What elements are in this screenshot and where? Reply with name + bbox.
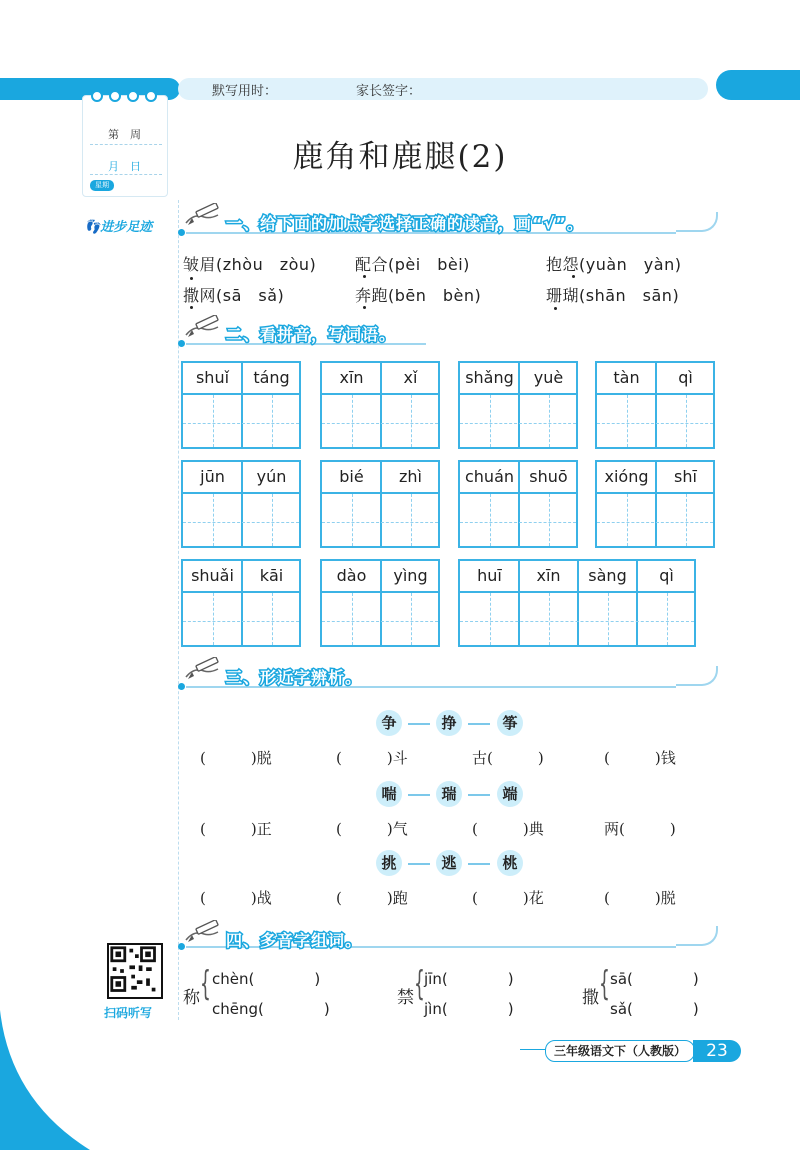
grid-divider	[322, 393, 438, 395]
similar-char: 争	[376, 710, 402, 736]
pencil-icon	[184, 657, 220, 683]
grid-divider	[518, 462, 520, 546]
pinyin-writing-grid[interactable]	[181, 559, 301, 647]
grid-guide	[490, 494, 491, 546]
grid-guide	[597, 522, 713, 523]
grid-guide	[352, 395, 353, 447]
grid-divider	[380, 462, 382, 546]
fill-blank[interactable]: ( )典	[472, 820, 544, 838]
fill-blank[interactable]: 两( )	[604, 820, 676, 838]
weekday-badge: 星期	[90, 180, 114, 191]
pinyin-label: xīn	[536, 566, 561, 585]
grid-guide	[460, 522, 576, 523]
grid-guide	[272, 395, 273, 447]
pinyin-writing-grid[interactable]	[458, 559, 696, 647]
pinyin-label: xīn	[339, 368, 364, 387]
pinyin-label: shǎng	[465, 368, 514, 387]
emphasis-dot	[190, 306, 193, 309]
grid-divider	[597, 393, 713, 395]
grid-divider	[655, 363, 657, 447]
connector-dash	[408, 723, 430, 725]
grid-guide	[460, 621, 694, 622]
grid-guide	[549, 494, 550, 546]
similar-char: 端	[497, 781, 523, 807]
grid-divider	[241, 363, 243, 447]
bullet-dot	[178, 340, 185, 347]
grid-divider	[322, 492, 438, 494]
pinyin-label: chuán	[464, 467, 515, 486]
section3-heading: 三、形近字辨析。	[226, 668, 363, 687]
section-underline-curve	[676, 666, 718, 686]
grid-guide	[213, 395, 214, 447]
grid-divider	[518, 363, 520, 447]
similar-char: 挑	[376, 850, 402, 876]
pronunciation-item: 配合(pèi bèi)	[355, 255, 470, 274]
grid-guide	[667, 593, 668, 645]
similar-char: 逃	[436, 850, 462, 876]
grid-guide	[627, 395, 628, 447]
qr-code-icon[interactable]	[107, 943, 163, 999]
pinyin-writing-grid[interactable]	[458, 460, 578, 548]
grid-guide	[322, 621, 438, 622]
pinyin-label: yuè	[533, 368, 564, 387]
footprint-icon: 👣	[84, 220, 101, 235]
grid-divider	[183, 492, 299, 494]
grid-divider	[322, 591, 438, 593]
grid-divider	[241, 462, 243, 546]
pinyin-writing-grid[interactable]	[458, 361, 578, 449]
fill-blank[interactable]: ( )正	[200, 820, 272, 838]
grid-guide	[352, 494, 353, 546]
bullet-dot	[178, 683, 185, 690]
slogan: 👣进步足迹	[84, 220, 153, 235]
similar-char: 筝	[497, 710, 523, 736]
fill-blank[interactable]: 古( )	[472, 749, 544, 767]
grid-guide	[411, 494, 412, 546]
polyphone-reading: chèn( )	[212, 970, 321, 988]
grid-divider	[183, 591, 299, 593]
pencil-icon	[184, 920, 220, 946]
grid-guide	[213, 593, 214, 645]
grid-guide	[352, 593, 353, 645]
grid-divider	[636, 561, 638, 645]
grid-guide	[183, 621, 299, 622]
polyphone-char: 禁	[397, 988, 414, 1008]
emphasis-dot	[554, 307, 557, 310]
polyphone-reading: chēng( )	[212, 1000, 330, 1018]
grid-divider	[655, 462, 657, 546]
pinyin-writing-grid[interactable]	[595, 361, 715, 449]
binder-ring-icon	[127, 90, 139, 102]
grid-guide	[549, 395, 550, 447]
grid-guide	[686, 494, 687, 546]
connector-dash	[408, 794, 430, 796]
brace-icon: {	[599, 964, 610, 1004]
binder-ring-icon	[109, 90, 121, 102]
grid-divider	[597, 492, 713, 494]
grid-divider	[518, 561, 520, 645]
grid-guide	[490, 395, 491, 447]
polyphone-reading: sā( )	[610, 970, 699, 988]
calendar-date: 月 日	[108, 160, 141, 173]
connector-dash	[468, 794, 490, 796]
pinyin-label: shuō	[529, 467, 568, 486]
similar-char: 桃	[497, 850, 523, 876]
pinyin-label: tàn	[613, 368, 640, 387]
fill-blank[interactable]: ( )脱	[604, 889, 676, 907]
similar-char: 喘	[376, 781, 402, 807]
pencil-icon	[184, 315, 220, 341]
corner-decoration	[0, 1010, 90, 1150]
pinyin-writing-grid[interactable]	[320, 361, 440, 449]
similar-char: 瑞	[436, 781, 462, 807]
grid-guide	[322, 522, 438, 523]
grid-guide	[411, 395, 412, 447]
brace-icon: {	[200, 964, 211, 1004]
pinyin-label: qì	[678, 368, 693, 387]
similar-char: 挣	[436, 710, 462, 736]
grid-divider	[380, 561, 382, 645]
grid-guide	[597, 423, 713, 424]
pinyin-label: qì	[659, 566, 674, 585]
pinyin-label: zhì	[399, 467, 422, 486]
pronunciation-item: 抱怨(yuàn yàn)	[546, 255, 682, 274]
brace-icon: {	[414, 964, 425, 1004]
grid-guide	[686, 395, 687, 447]
grid-guide	[411, 593, 412, 645]
pinyin-label: táng	[253, 368, 290, 387]
bullet-dot	[178, 229, 185, 236]
pronunciation-item: 撒网(sā sǎ)	[183, 286, 285, 305]
fill-blank[interactable]: ( )气	[336, 820, 408, 838]
polyphone-reading: jīn( )	[424, 970, 514, 988]
page-number: 23	[693, 1040, 741, 1062]
binder-ring-icon	[91, 90, 103, 102]
connector-dash	[468, 863, 490, 865]
fill-blank[interactable]: ( )钱	[604, 749, 676, 767]
connector-dash	[468, 723, 490, 725]
section-underline-curve	[676, 212, 718, 232]
emphasis-dot	[363, 306, 366, 309]
emphasis-dot	[190, 277, 193, 280]
pinyin-label: yìng	[393, 566, 428, 585]
pronunciation-item: 奔跑(bēn bèn)	[355, 286, 482, 305]
page-title: 鹿角和鹿腿(2)	[292, 139, 508, 175]
pinyin-writing-grid[interactable]	[595, 460, 715, 548]
grid-guide	[322, 423, 438, 424]
calendar-week: 第 周	[108, 128, 141, 141]
pinyin-label: xǐ	[403, 368, 418, 387]
emphasis-dot	[363, 275, 366, 278]
book-label: 三年级语文下（人教版）	[545, 1040, 695, 1062]
connector-dash	[408, 863, 430, 865]
grid-guide	[213, 494, 214, 546]
pinyin-label: bié	[339, 467, 364, 486]
pinyin-writing-grid[interactable]	[320, 460, 440, 548]
pinyin-label: shuǎi	[191, 566, 234, 585]
grid-divider	[460, 591, 694, 593]
polyphone-char: 撒	[582, 988, 599, 1008]
fill-blank[interactable]: ( )战	[200, 889, 272, 907]
bullet-dot	[178, 943, 185, 950]
grid-guide	[183, 423, 299, 424]
polyphone-char: 称	[183, 988, 200, 1008]
grid-divider	[380, 363, 382, 447]
pencil-icon	[184, 203, 220, 229]
grid-guide	[549, 593, 550, 645]
pinyin-writing-grid[interactable]	[181, 361, 301, 449]
pinyin-label: kāi	[259, 566, 284, 585]
grid-guide	[627, 494, 628, 546]
pronunciation-item: 珊瑚(shān sān)	[546, 286, 680, 305]
emphasis-dot	[572, 275, 575, 278]
grid-guide	[460, 423, 576, 424]
polyphone-reading: sǎ( )	[610, 1000, 699, 1018]
pinyin-label: shī	[674, 467, 697, 486]
grid-divider	[460, 492, 576, 494]
pinyin-label: huī	[477, 566, 502, 585]
parent-signature-label: 家长签字：	[356, 84, 422, 99]
pronunciation-item: 皱眉(zhòu zòu)	[183, 255, 317, 274]
fill-blank[interactable]: ( )花	[472, 889, 544, 907]
grid-divider	[460, 393, 576, 395]
fill-blank[interactable]: ( )脱	[200, 749, 272, 767]
section1-heading: 一、给下面的加点字选择正确的读音，画“√”。	[226, 214, 584, 233]
section2-heading: 二、看拼音，写词语。	[226, 325, 397, 344]
pinyin-writing-grid[interactable]	[181, 460, 301, 548]
fill-blank[interactable]: ( )跑	[336, 889, 408, 907]
pinyin-label: dào	[336, 566, 367, 585]
fill-blank[interactable]: ( )斗	[336, 749, 408, 767]
grid-guide	[183, 522, 299, 523]
pinyin-label: yún	[256, 467, 287, 486]
grid-guide	[608, 593, 609, 645]
pinyin-label: sàng	[588, 566, 627, 585]
grid-divider	[577, 561, 579, 645]
header-bar-right	[716, 70, 800, 100]
pinyin-writing-grid[interactable]	[320, 559, 440, 647]
section4-heading: 四、多音字组词。	[226, 931, 363, 950]
time-label: 默写用时：	[212, 84, 278, 99]
grid-guide	[272, 494, 273, 546]
margin-line	[178, 200, 179, 1020]
pinyin-label: shuǐ	[195, 368, 230, 387]
grid-divider	[241, 561, 243, 645]
section-underline-curve	[676, 926, 718, 946]
pinyin-label: xióng	[604, 467, 649, 486]
grid-divider	[183, 393, 299, 395]
pinyin-label: jūn	[200, 467, 225, 486]
grid-guide	[490, 593, 491, 645]
polyphone-reading: jìn( )	[424, 1000, 514, 1018]
grid-guide	[272, 593, 273, 645]
binder-ring-icon	[145, 90, 157, 102]
qr-label: 扫码听写	[104, 1006, 153, 1020]
